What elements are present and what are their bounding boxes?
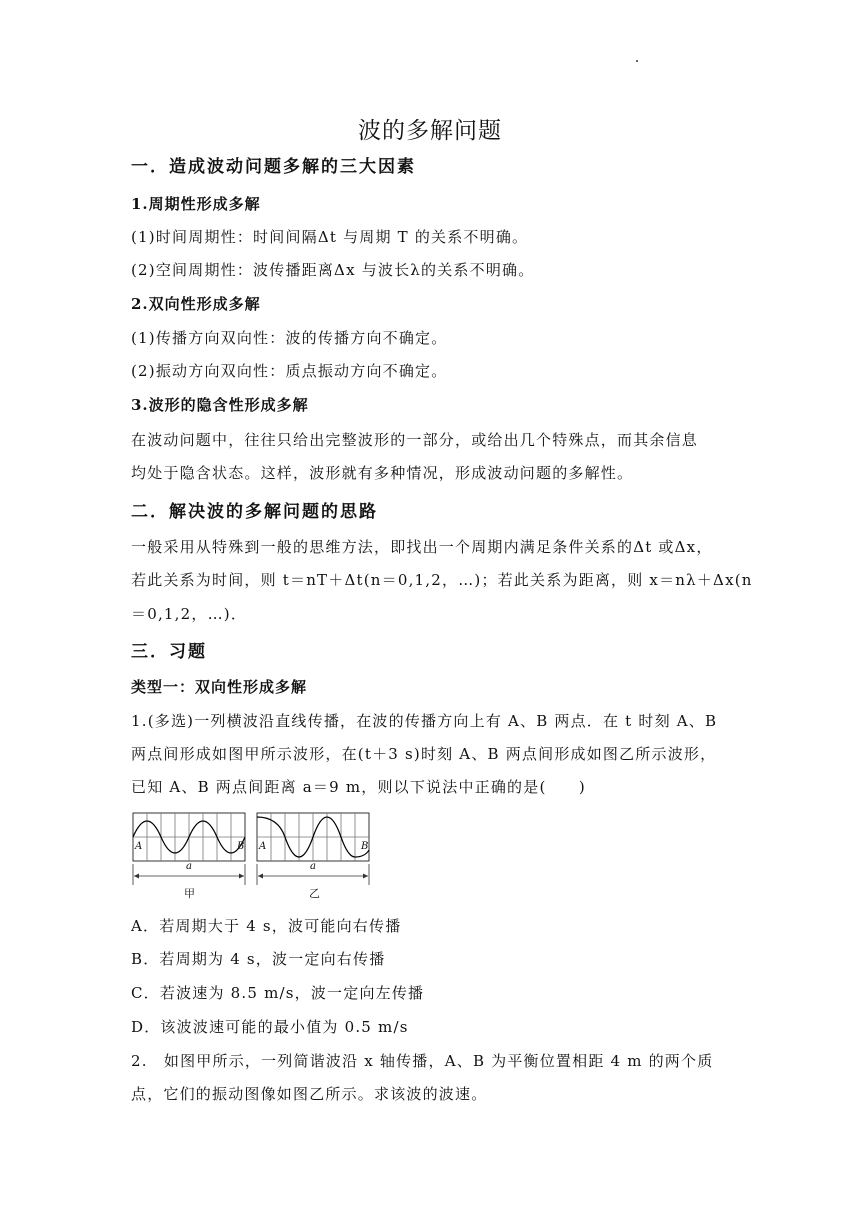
point-b-label: B [237,841,245,852]
point-a-label: A [135,841,143,852]
point-b-label: B [361,841,369,852]
page-title: 波的多解问题 [358,118,502,144]
question-1-line: 两点间形成如图甲所示波形，在(t＋3 s)时刻 A、B 两点间形成如图乙所示波形， [131,745,717,763]
subheading-type-one: 类型一：双向性形成多解 [131,678,308,696]
question-1-line: 1.(多选)一列横波沿直线传播，在波的传播方向上有 A、B 两点．在 t 时刻 A、B [131,712,718,730]
text-line: (1)传播方向双向性：波的传播方向不确定。 [131,329,448,347]
subheading-bidirectional: 2.双向性形成多解 [131,295,261,313]
question-1-line: 已知 A、B 两点间距离 a＝9 m，则以下说法中正确的是( ) [131,778,586,796]
subheading-periodicity: 1.周期性形成多解 [131,195,261,213]
option-d: D．该波波速可能的最小值为 0.5 m/s [131,1018,409,1036]
text-line: ＝0,1,2，…)． [131,605,248,623]
wave-figure-jia [131,812,249,887]
section-heading-3: 三．习题 [131,642,207,662]
section-heading-2: 二．解决波的多解问题的思路 [131,502,378,522]
text-line: (2)空间周期性：波传播距离Δx 与波长λ的关系不明确。 [131,261,535,279]
text-line: 一般采用从特殊到一般的思维方法，即找出一个周期内满足条件关系的Δt 或Δx， [131,538,713,556]
span-a-label: a [186,861,192,872]
option-c: C．若波速为 8.5 m/s，波一定向左传播 [131,984,425,1002]
text-line: 在波动问题中，往往只给出完整波形的一部分，或给出几个特殊点，而其余信息 [131,431,699,449]
text-line: 均处于隐含状态。这样，波形就有多种情况，形成波动问题的多解性。 [131,464,634,482]
wave-figure-yi [255,812,373,887]
option-a: A．若周期大于 4 s，波可能向右传播 [131,917,402,935]
question-2-line: 点，它们的振动图像如图乙所示。求该波的波速。 [131,1085,488,1103]
text-line: (1)时间周期性：时间间隔Δt 与周期 T 的关系不明确。 [131,228,529,246]
text-line: 若此关系为时间，则 t＝nT＋Δt(n＝0,1,2，…)；若此关系为距离，则 x＝nλ＋Δx(n [131,571,753,589]
span-a-label: a [310,861,316,872]
point-a-label: A [259,841,267,852]
text-line: (2)振动方向双向性：质点振动方向不确定。 [131,362,448,380]
question-2-line: 2. 如图甲所示，一列简谐波沿 x 轴传播，A、B 为平衡位置相距 4 m 的两个质 [131,1052,714,1070]
figure-caption-jia: 甲 [184,887,195,900]
page-mark-dot [636,60,638,62]
figure-caption-yi: 乙 [309,887,320,900]
section-heading-1: 一．造成波动问题多解的三大因素 [131,157,416,177]
option-b: B．若周期为 4 s，波一定向右传播 [131,950,386,968]
subheading-implicit: 3.波形的隐含性形成多解 [131,396,309,414]
